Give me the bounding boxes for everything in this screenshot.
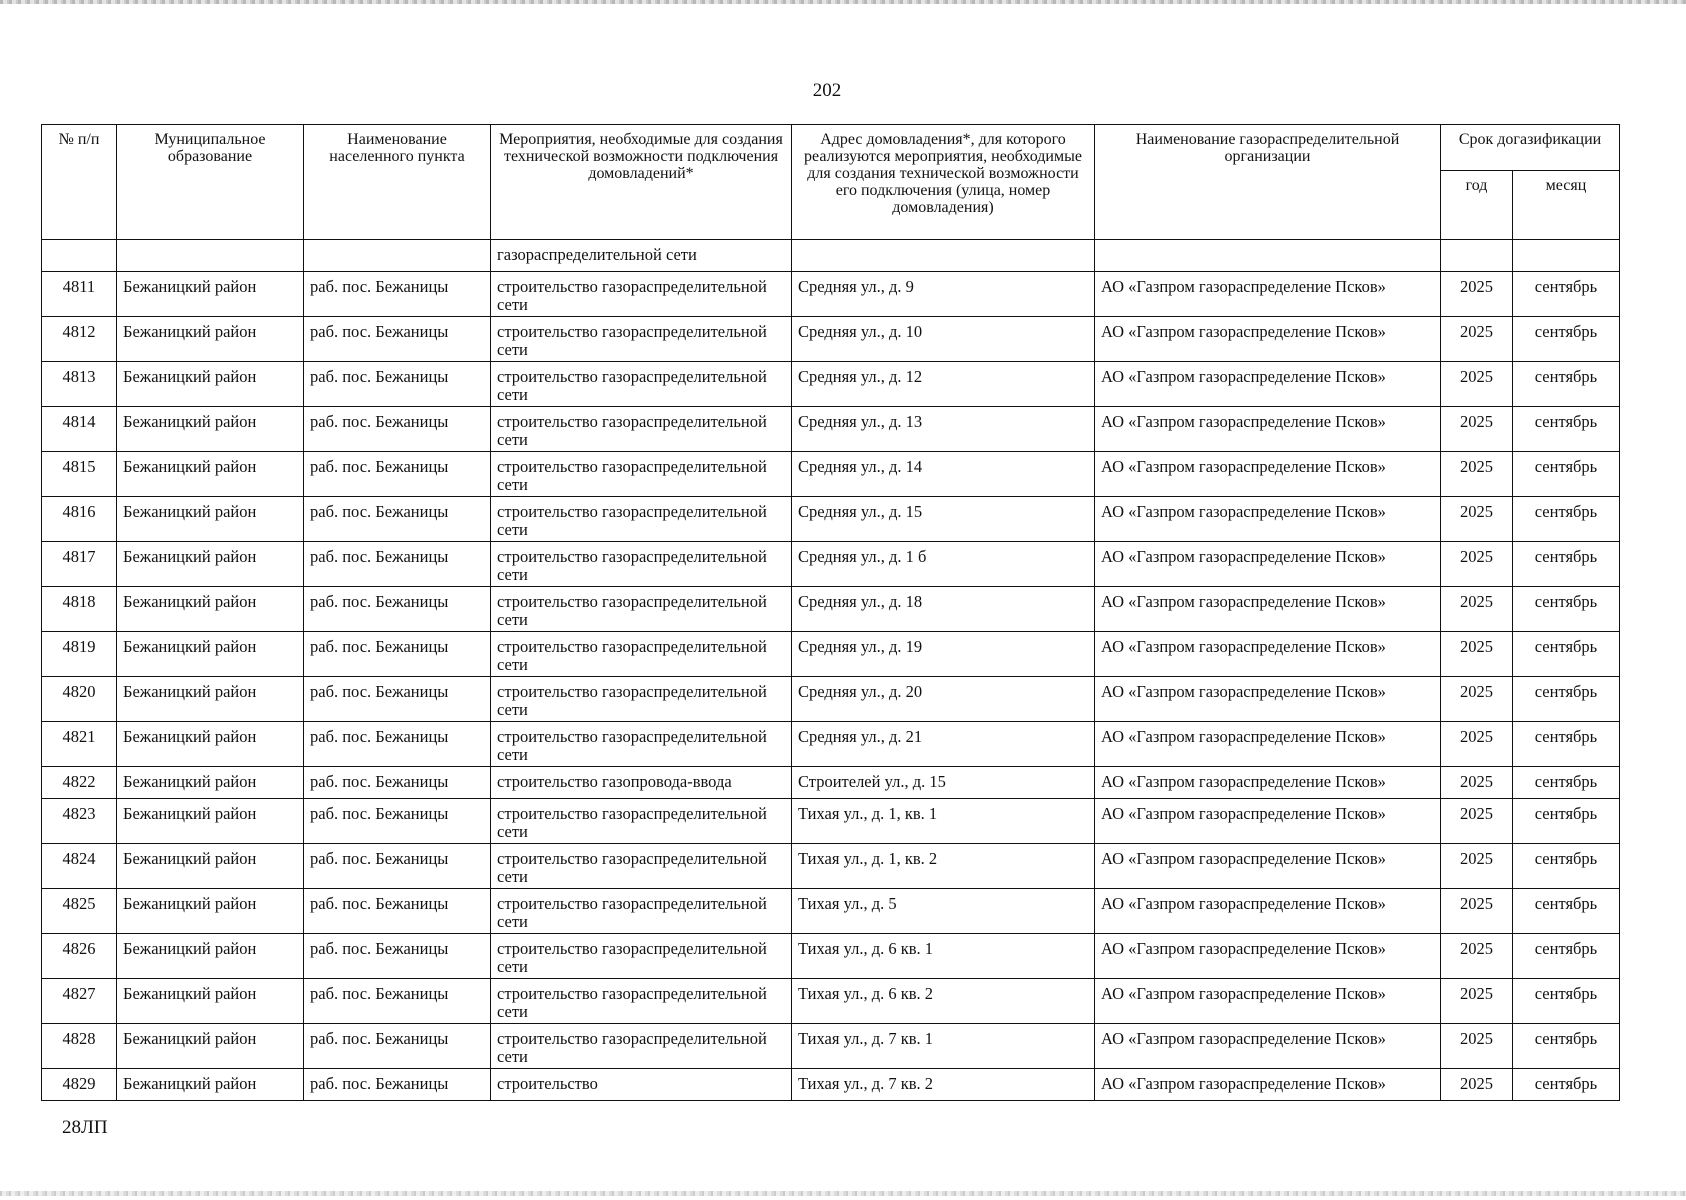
table-row bbox=[42, 272, 1620, 317]
cell-year: 2025 bbox=[1441, 979, 1513, 1024]
cell-address: Тихая ул., д. 6 кв. 2 bbox=[792, 979, 1095, 1024]
cell-month: сентябрь bbox=[1513, 587, 1620, 632]
cell-num: 4822 bbox=[42, 767, 117, 799]
table-row bbox=[42, 632, 1620, 677]
cell-municipality: Бежаницкий район bbox=[117, 677, 304, 722]
cell-measures: строительство газораспределительной сети bbox=[491, 844, 792, 889]
cell-settlement: раб. пос. Бежаницы bbox=[304, 317, 491, 362]
cell-organization: АО «Газпром газораспределение Псков» bbox=[1095, 452, 1441, 497]
cell-municipality: Бежаницкий район bbox=[117, 844, 304, 889]
table-row bbox=[42, 1024, 1620, 1069]
cell-municipality: Бежаницкий район bbox=[117, 889, 304, 934]
cell-num: 4820 bbox=[42, 677, 117, 722]
cell-settlement: раб. пос. Бежаницы bbox=[304, 722, 491, 767]
cell-municipality: Бежаницкий район bbox=[117, 542, 304, 587]
cell-organization: АО «Газпром газораспределение Псков» bbox=[1095, 317, 1441, 362]
cell-address: Тихая ул., д. 6 кв. 1 bbox=[792, 934, 1095, 979]
cell-year: 2025 bbox=[1441, 677, 1513, 722]
cell-organization: АО «Газпром газораспределение Псков» bbox=[1095, 767, 1441, 799]
cell-settlement: раб. пос. Бежаницы bbox=[304, 844, 491, 889]
header-measures: Мероприятия, необходимые для создания технической возможности подключения домовладений* bbox=[491, 125, 792, 240]
cell-municipality: Бежаницкий район bbox=[117, 407, 304, 452]
table-row bbox=[42, 799, 1620, 844]
cell-measures: строительство газораспределительной сети bbox=[491, 542, 792, 587]
header-month: месяц bbox=[1513, 171, 1620, 240]
cell-settlement: раб. пос. Бежаницы bbox=[304, 1069, 491, 1101]
cell-year: 2025 bbox=[1441, 1024, 1513, 1069]
continuation-measures: газораспределительной сети bbox=[491, 240, 792, 272]
cell-year: 2025 bbox=[1441, 272, 1513, 317]
cell-num: 4818 bbox=[42, 587, 117, 632]
cell-address: Средняя ул., д. 9 bbox=[792, 272, 1095, 317]
cell-organization: АО «Газпром газораспределение Псков» bbox=[1095, 1024, 1441, 1069]
cell-year: 2025 bbox=[1441, 587, 1513, 632]
cell-num: 4828 bbox=[42, 1024, 117, 1069]
cell-year: 2025 bbox=[1441, 497, 1513, 542]
cell-measures: строительство газопровода-ввода bbox=[491, 767, 792, 799]
cell-settlement: раб. пос. Бежаницы bbox=[304, 272, 491, 317]
table-row bbox=[42, 587, 1620, 632]
cell-organization: АО «Газпром газораспределение Псков» bbox=[1095, 889, 1441, 934]
cell-month: сентябрь bbox=[1513, 542, 1620, 587]
cell-organization: АО «Газпром газораспределение Псков» bbox=[1095, 542, 1441, 587]
cell-num: 4816 bbox=[42, 497, 117, 542]
cell-measures: строительство газораспределительной сети bbox=[491, 677, 792, 722]
cell-settlement: раб. пос. Бежаницы bbox=[304, 587, 491, 632]
header-municipality: Муниципальное образование bbox=[117, 125, 304, 240]
cell-month: сентябрь bbox=[1513, 934, 1620, 979]
cell-organization: АО «Газпром газораспределение Псков» bbox=[1095, 362, 1441, 407]
cell-month: сентябрь bbox=[1513, 767, 1620, 799]
cell-address: Средняя ул., д. 12 bbox=[792, 362, 1095, 407]
table-row bbox=[42, 722, 1620, 767]
cell-month: сентябрь bbox=[1513, 452, 1620, 497]
cell-settlement: раб. пос. Бежаницы bbox=[304, 407, 491, 452]
cell-measures: строительство газораспределительной сети bbox=[491, 889, 792, 934]
cell-month: сентябрь bbox=[1513, 1024, 1620, 1069]
gasification-table bbox=[41, 124, 1620, 1101]
cell-year: 2025 bbox=[1441, 632, 1513, 677]
cell-organization: АО «Газпром газораспределение Псков» bbox=[1095, 632, 1441, 677]
cell-address: Тихая ул., д. 1, кв. 2 bbox=[792, 844, 1095, 889]
cell-measures: строительство газораспределительной сети bbox=[491, 979, 792, 1024]
cell-address: Средняя ул., д. 19 bbox=[792, 632, 1095, 677]
cell-measures: строительство газораспределительной сети bbox=[491, 1024, 792, 1069]
table-row bbox=[42, 407, 1620, 452]
cell-settlement: раб. пос. Бежаницы bbox=[304, 1024, 491, 1069]
cell-month: сентябрь bbox=[1513, 799, 1620, 844]
cell-year: 2025 bbox=[1441, 1069, 1513, 1101]
cell-year: 2025 bbox=[1441, 722, 1513, 767]
table-row bbox=[42, 767, 1620, 799]
cell-municipality: Бежаницкий район bbox=[117, 587, 304, 632]
cell-year: 2025 bbox=[1441, 889, 1513, 934]
cell-municipality: Бежаницкий район bbox=[117, 1024, 304, 1069]
cell-organization: АО «Газпром газораспределение Псков» bbox=[1095, 407, 1441, 452]
page-number: 202 bbox=[812, 80, 842, 101]
cell-organization: АО «Газпром газораспределение Псков» bbox=[1095, 1069, 1441, 1101]
cell-organization: АО «Газпром газораспределение Псков» bbox=[1095, 497, 1441, 542]
cell-measures: строительство газораспределительной сети bbox=[491, 632, 792, 677]
cell-num: 4821 bbox=[42, 722, 117, 767]
cell-settlement: раб. пос. Бежаницы bbox=[304, 362, 491, 407]
cell-settlement: раб. пос. Бежаницы bbox=[304, 767, 491, 799]
cell-num: 4813 bbox=[42, 362, 117, 407]
cell-settlement: раб. пос. Бежаницы bbox=[304, 799, 491, 844]
cell-settlement: раб. пос. Бежаницы bbox=[304, 889, 491, 934]
cell-municipality: Бежаницкий район bbox=[117, 272, 304, 317]
cell-year: 2025 bbox=[1441, 799, 1513, 844]
cell-num: 4823 bbox=[42, 799, 117, 844]
header-settlement: Наименование населенного пункта bbox=[304, 125, 491, 240]
cell-organization: АО «Газпром газораспределение Псков» bbox=[1095, 979, 1441, 1024]
cell-organization: АО «Газпром газораспределение Псков» bbox=[1095, 722, 1441, 767]
cell-settlement: раб. пос. Бежаницы bbox=[304, 497, 491, 542]
cell-settlement: раб. пос. Бежаницы bbox=[304, 452, 491, 497]
cell-month: сентябрь bbox=[1513, 272, 1620, 317]
cell-measures: строительство газораспределительной сети bbox=[491, 452, 792, 497]
table-row bbox=[42, 934, 1620, 979]
cell-municipality: Бежаницкий район bbox=[117, 934, 304, 979]
cell-address: Средняя ул., д. 13 bbox=[792, 407, 1095, 452]
continuation-row bbox=[42, 240, 1620, 272]
cell-municipality: Бежаницкий район bbox=[117, 767, 304, 799]
cell-organization: АО «Газпром газораспределение Псков» bbox=[1095, 844, 1441, 889]
cell-measures: строительство газораспределительной сети bbox=[491, 317, 792, 362]
cell-num: 4814 bbox=[42, 407, 117, 452]
cell-year: 2025 bbox=[1441, 452, 1513, 497]
cell-address: Тихая ул., д. 5 bbox=[792, 889, 1095, 934]
cell-month: сентябрь bbox=[1513, 1069, 1620, 1101]
cell-settlement: раб. пос. Бежаницы bbox=[304, 979, 491, 1024]
cell-address: Тихая ул., д. 1, кв. 1 bbox=[792, 799, 1095, 844]
table-row bbox=[42, 317, 1620, 362]
cell-num: 4812 bbox=[42, 317, 117, 362]
cell-num: 4826 bbox=[42, 934, 117, 979]
header-organization: Наименование газораспределительной организации bbox=[1095, 125, 1441, 240]
cell-year: 2025 bbox=[1441, 407, 1513, 452]
header-year: год bbox=[1441, 171, 1513, 240]
cell-address: Средняя ул., д. 21 bbox=[792, 722, 1095, 767]
cell-month: сентябрь bbox=[1513, 362, 1620, 407]
table-row bbox=[42, 844, 1620, 889]
table-header bbox=[42, 125, 1620, 240]
cell-municipality: Бежаницкий район bbox=[117, 799, 304, 844]
header-num: № п/п bbox=[42, 125, 117, 240]
cell-municipality: Бежаницкий район bbox=[117, 362, 304, 407]
cell-municipality: Бежаницкий район bbox=[117, 317, 304, 362]
table-row bbox=[42, 542, 1620, 587]
cell-settlement: раб. пос. Бежаницы bbox=[304, 677, 491, 722]
cell-month: сентябрь bbox=[1513, 722, 1620, 767]
cell-num: 4817 bbox=[42, 542, 117, 587]
cell-measures: строительство газораспределительной сети bbox=[491, 934, 792, 979]
table-row bbox=[42, 1069, 1620, 1101]
table-row bbox=[42, 452, 1620, 497]
cell-month: сентябрь bbox=[1513, 407, 1620, 452]
cell-measures: строительство газораспределительной сети bbox=[491, 362, 792, 407]
cell-month: сентябрь bbox=[1513, 317, 1620, 362]
scan-edge-top bbox=[0, 0, 1686, 4]
cell-organization: АО «Газпром газораспределение Псков» bbox=[1095, 799, 1441, 844]
cell-month: сентябрь bbox=[1513, 889, 1620, 934]
cell-month: сентябрь bbox=[1513, 632, 1620, 677]
cell-num: 4824 bbox=[42, 844, 117, 889]
cell-organization: АО «Газпром газораспределение Псков» bbox=[1095, 587, 1441, 632]
cell-address: Средняя ул., д. 14 bbox=[792, 452, 1095, 497]
cell-address: Средняя ул., д. 18 bbox=[792, 587, 1095, 632]
cell-municipality: Бежаницкий район bbox=[117, 497, 304, 542]
cell-address: Средняя ул., д. 15 bbox=[792, 497, 1095, 542]
cell-organization: АО «Газпром газораспределение Псков» bbox=[1095, 934, 1441, 979]
cell-settlement: раб. пос. Бежаницы bbox=[304, 542, 491, 587]
cell-year: 2025 bbox=[1441, 317, 1513, 362]
cell-settlement: раб. пос. Бежаницы bbox=[304, 934, 491, 979]
cell-year: 2025 bbox=[1441, 844, 1513, 889]
table-row bbox=[42, 362, 1620, 407]
cell-municipality: Бежаницкий район bbox=[117, 722, 304, 767]
cell-measures: строительство газораспределительной сети bbox=[491, 407, 792, 452]
cell-address: Средняя ул., д. 1 б bbox=[792, 542, 1095, 587]
cell-month: сентябрь bbox=[1513, 497, 1620, 542]
cell-num: 4811 bbox=[42, 272, 117, 317]
cell-address: Средняя ул., д. 20 bbox=[792, 677, 1095, 722]
cell-year: 2025 bbox=[1441, 767, 1513, 799]
cell-address: Строителей ул., д. 15 bbox=[792, 767, 1095, 799]
cell-measures: строительство газораспределительной сети bbox=[491, 272, 792, 317]
cell-measures: строительство газораспределительной сети bbox=[491, 497, 792, 542]
table-row bbox=[42, 889, 1620, 934]
cell-month: сентябрь bbox=[1513, 844, 1620, 889]
cell-num: 4829 bbox=[42, 1069, 117, 1101]
cell-measures: строительство газораспределительной сети bbox=[491, 722, 792, 767]
cell-settlement: раб. пос. Бежаницы bbox=[304, 632, 491, 677]
cell-num: 4827 bbox=[42, 979, 117, 1024]
header-address: Адрес домовладения*, для которого реализуются мероприятия, необходимые для создания технической возможности его подключения (улица, номер домовладения) bbox=[792, 125, 1095, 240]
cell-municipality: Бежаницкий район bbox=[117, 1069, 304, 1101]
header-deadline: Срок догазификации bbox=[1441, 125, 1620, 171]
table-row bbox=[42, 497, 1620, 542]
cell-municipality: Бежаницкий район bbox=[117, 452, 304, 497]
table-row bbox=[42, 979, 1620, 1024]
scan-edge-bottom bbox=[0, 1191, 1686, 1196]
table-body bbox=[42, 240, 1620, 1101]
cell-num: 4819 bbox=[42, 632, 117, 677]
cell-measures: строительство газораспределительной сети bbox=[491, 799, 792, 844]
cell-measures: строительство bbox=[491, 1069, 792, 1101]
cell-municipality: Бежаницкий район bbox=[117, 632, 304, 677]
cell-address: Тихая ул., д. 7 кв. 2 bbox=[792, 1069, 1095, 1101]
cell-num: 4815 bbox=[42, 452, 117, 497]
cell-organization: АО «Газпром газораспределение Псков» bbox=[1095, 677, 1441, 722]
cell-year: 2025 bbox=[1441, 542, 1513, 587]
cell-address: Средняя ул., д. 10 bbox=[792, 317, 1095, 362]
table-row bbox=[42, 677, 1620, 722]
cell-municipality: Бежаницкий район bbox=[117, 979, 304, 1024]
cell-address: Тихая ул., д. 7 кв. 1 bbox=[792, 1024, 1095, 1069]
cell-month: сентябрь bbox=[1513, 677, 1620, 722]
footer-document-code: 28ЛП bbox=[62, 1117, 108, 1138]
cell-month: сентябрь bbox=[1513, 979, 1620, 1024]
cell-year: 2025 bbox=[1441, 362, 1513, 407]
cell-year: 2025 bbox=[1441, 934, 1513, 979]
cell-num: 4825 bbox=[42, 889, 117, 934]
cell-organization: АО «Газпром газораспределение Псков» bbox=[1095, 272, 1441, 317]
cell-measures: строительство газораспределительной сети bbox=[491, 587, 792, 632]
